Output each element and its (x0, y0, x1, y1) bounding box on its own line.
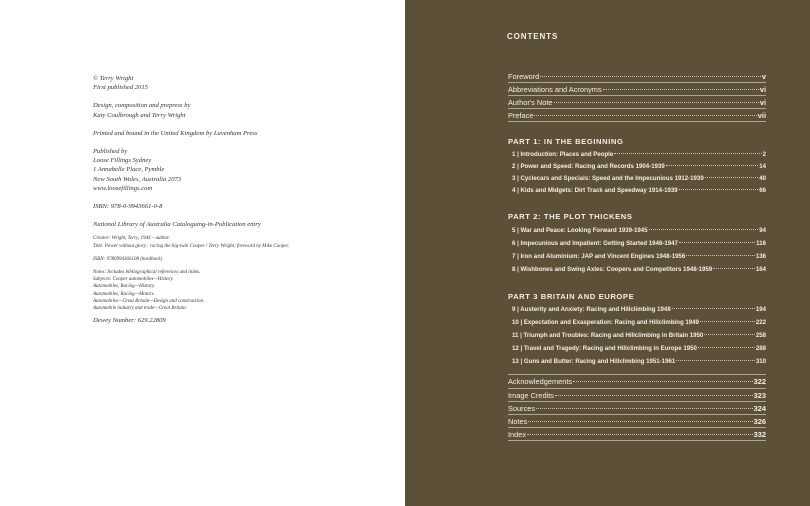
toc-chapter-page: 116 (756, 240, 766, 247)
toc-chapter[interactable] (512, 175, 766, 182)
toc-chapter[interactable] (512, 151, 766, 158)
toc-entry-label: Author's Note (508, 98, 553, 107)
toc-chapter[interactable] (512, 332, 766, 339)
toc-chapter-label: 9 | Austerity and Anxiety: Racing and Hillclimbing 1948 (512, 306, 671, 313)
toc-entry[interactable] (508, 417, 766, 426)
toc-chapter[interactable] (512, 266, 766, 273)
cip-subject-5: Automobile industry and trade—Great Britain. (93, 306, 187, 312)
publisher-street: 1 Annabelle Place, Pymble (93, 166, 165, 174)
nla-line: National Library of Australia Cataloguing-in-Publication entry (93, 221, 261, 229)
publisher-name: Loose Fillings Sydney (93, 157, 152, 165)
toc-entry-page: 322 (753, 377, 766, 386)
toc-chapter-label: 8 | Wishbones and Swing Axles: Coopers and Competitors 1948-1959 (512, 266, 713, 273)
toc-chapter-label: 10 | Expectation and Exasperation: Racing and Hillclimbing 1949 (512, 319, 699, 326)
toc-chapter[interactable] (512, 227, 766, 234)
toc-chapter-page: 66 (759, 187, 766, 194)
toc-chapter-page: 194 (755, 306, 766, 313)
toc-entry-page: vii (757, 111, 766, 120)
copyright-line: © Terry Wright (93, 75, 134, 82)
toc-entry-label: Preface (508, 111, 534, 120)
design-names-line: Katy Coulbrough and Terry Wright (93, 111, 186, 119)
toc-chapter-page: 164 (755, 266, 766, 273)
toc-entry-label: Notes (508, 417, 528, 426)
toc-chapter-label: 11 | Triumph and Troubles: Racing and Hillclimbing in Britain 1950 (512, 332, 704, 339)
cip-subject-4: Automobiles—Great Britain—Design and construction. (93, 298, 205, 304)
toc-entry-label: Sources (508, 404, 536, 413)
toc-entry[interactable] (508, 72, 766, 81)
first-published-line: First published 2015 (93, 84, 148, 92)
toc-entry-page: 332 (753, 430, 766, 439)
toc-chapter-label: 7 | Iron and Aluminium: JAP and Vincent Engines 1948-1956 (512, 253, 686, 260)
toc-entry[interactable] (508, 85, 766, 94)
toc-chapter-page: 288 (755, 345, 766, 352)
cip-notes: Notes: Includes bibliographical references and index. (93, 270, 201, 276)
imprint-block (93, 74, 383, 325)
toc-entry-page: 324 (753, 404, 766, 413)
toc-entry[interactable] (508, 430, 766, 439)
toc-entry-label: Foreword (508, 72, 540, 81)
part-heading: PART 2: THE PLOT THICKENS (508, 212, 633, 221)
toc-chapter[interactable] (512, 319, 766, 326)
toc-entry-label: Acknowledgements (508, 377, 573, 386)
toc-chapter-label: 12 | Travel and Tragedy: Racing and Hillclimbing in Europe 1950 (512, 345, 697, 352)
toc-entry[interactable] (508, 377, 766, 386)
toc-entry[interactable] (508, 98, 766, 107)
toc-entry[interactable] (508, 391, 766, 400)
toc-chapter-label: 5 | War and Peace: Looking Forward 1939-1945 (512, 227, 648, 234)
toc-chapter-page: 310 (755, 358, 766, 365)
toc-chapter-page: 2 (762, 151, 766, 158)
toc-chapter[interactable] (512, 253, 766, 260)
toc-chapter-page: 94 (759, 227, 766, 234)
toc-chapter-page: 40 (759, 175, 766, 182)
toc-chapter-label: 13 | Guns and Butter: Racing and Hillclimbing 1951-1961 (512, 358, 676, 365)
dewey-line: Dewey Number: 629.22809 (93, 317, 166, 325)
toc-chapter-page: 258 (755, 332, 766, 339)
toc-entry[interactable] (508, 111, 766, 120)
toc-chapter-page: 136 (755, 253, 766, 260)
toc-chapter-label: 4 | Kids and Midgets: Dirt Track and Speedway 1914-1939 (512, 187, 678, 194)
toc-entry-label: Index (508, 430, 527, 439)
publisher-state: New South Wales, Australia 2073 (93, 175, 182, 183)
toc-chapter-label: 6 | Impecunious and Impatient: Getting Started 1946-1947 (512, 240, 678, 247)
toc-entry-page: 323 (753, 391, 766, 400)
publisher-website: www.loosefillings.com (93, 184, 153, 192)
toc-chapter[interactable] (512, 187, 766, 194)
toc-chapter[interactable] (512, 163, 766, 170)
publisher-label: Published by (93, 148, 128, 156)
toc-entry-page: 326 (753, 417, 766, 426)
toc-entry-label: Abbreviations and Acronyms (508, 85, 602, 94)
toc-chapter-page: 222 (755, 319, 766, 326)
toc-chapter-label: 2 | Power and Speed: Racing and Records 1904-1939 (512, 163, 665, 170)
design-credit-line: Design, composition and prepress by (93, 102, 191, 110)
toc-chapter[interactable] (512, 240, 766, 247)
part-heading: PART 1: IN THE BEGINNING (508, 137, 624, 146)
cip-title: Title: Power without glory : racing the big-twin Cooper / Terry Wright; foreword by Mike Cooper. (93, 243, 290, 249)
cip-subject-1: Subjects: Cooper automobiles—History. (93, 277, 174, 283)
cip-isbn: ISBN: 9780994366108 (hardback) (93, 256, 163, 262)
part-heading: PART 3 BRITAIN AND EUROPE (508, 292, 635, 301)
toc-chapter[interactable] (512, 306, 766, 313)
cip-subject-2: Automobiles, Racing—History. (93, 284, 156, 290)
toc-chapter-label: 1 | Introduction: Places and People (512, 151, 614, 158)
toc-entry-page: vi (759, 85, 766, 94)
toc-chapter[interactable] (512, 358, 766, 365)
toc-entry[interactable] (508, 404, 766, 413)
toc-entry-page: vi (759, 98, 766, 107)
isbn-line: ISBN: 978-0-9943661-0-8 (93, 203, 163, 211)
toc-entry-label: Image Credits (508, 391, 555, 400)
toc-entry-page: v (761, 72, 766, 81)
cip-subject-3: Automobiles, Racing—Motors. (93, 291, 155, 297)
contents-title: CONTENTS (507, 32, 559, 41)
toc-chapter-label: 3 | Cyclecars and Specials: Speed and the Impecunious 1912-1939 (512, 175, 704, 182)
toc-chapter[interactable] (512, 345, 766, 352)
cip-creator: Creator: Wright, Terry, 1944 – author. (93, 236, 170, 242)
toc-chapter-page: 14 (759, 163, 766, 170)
printer-line: Printed and bound in the United Kingdom by Lavenham Press (93, 129, 258, 137)
